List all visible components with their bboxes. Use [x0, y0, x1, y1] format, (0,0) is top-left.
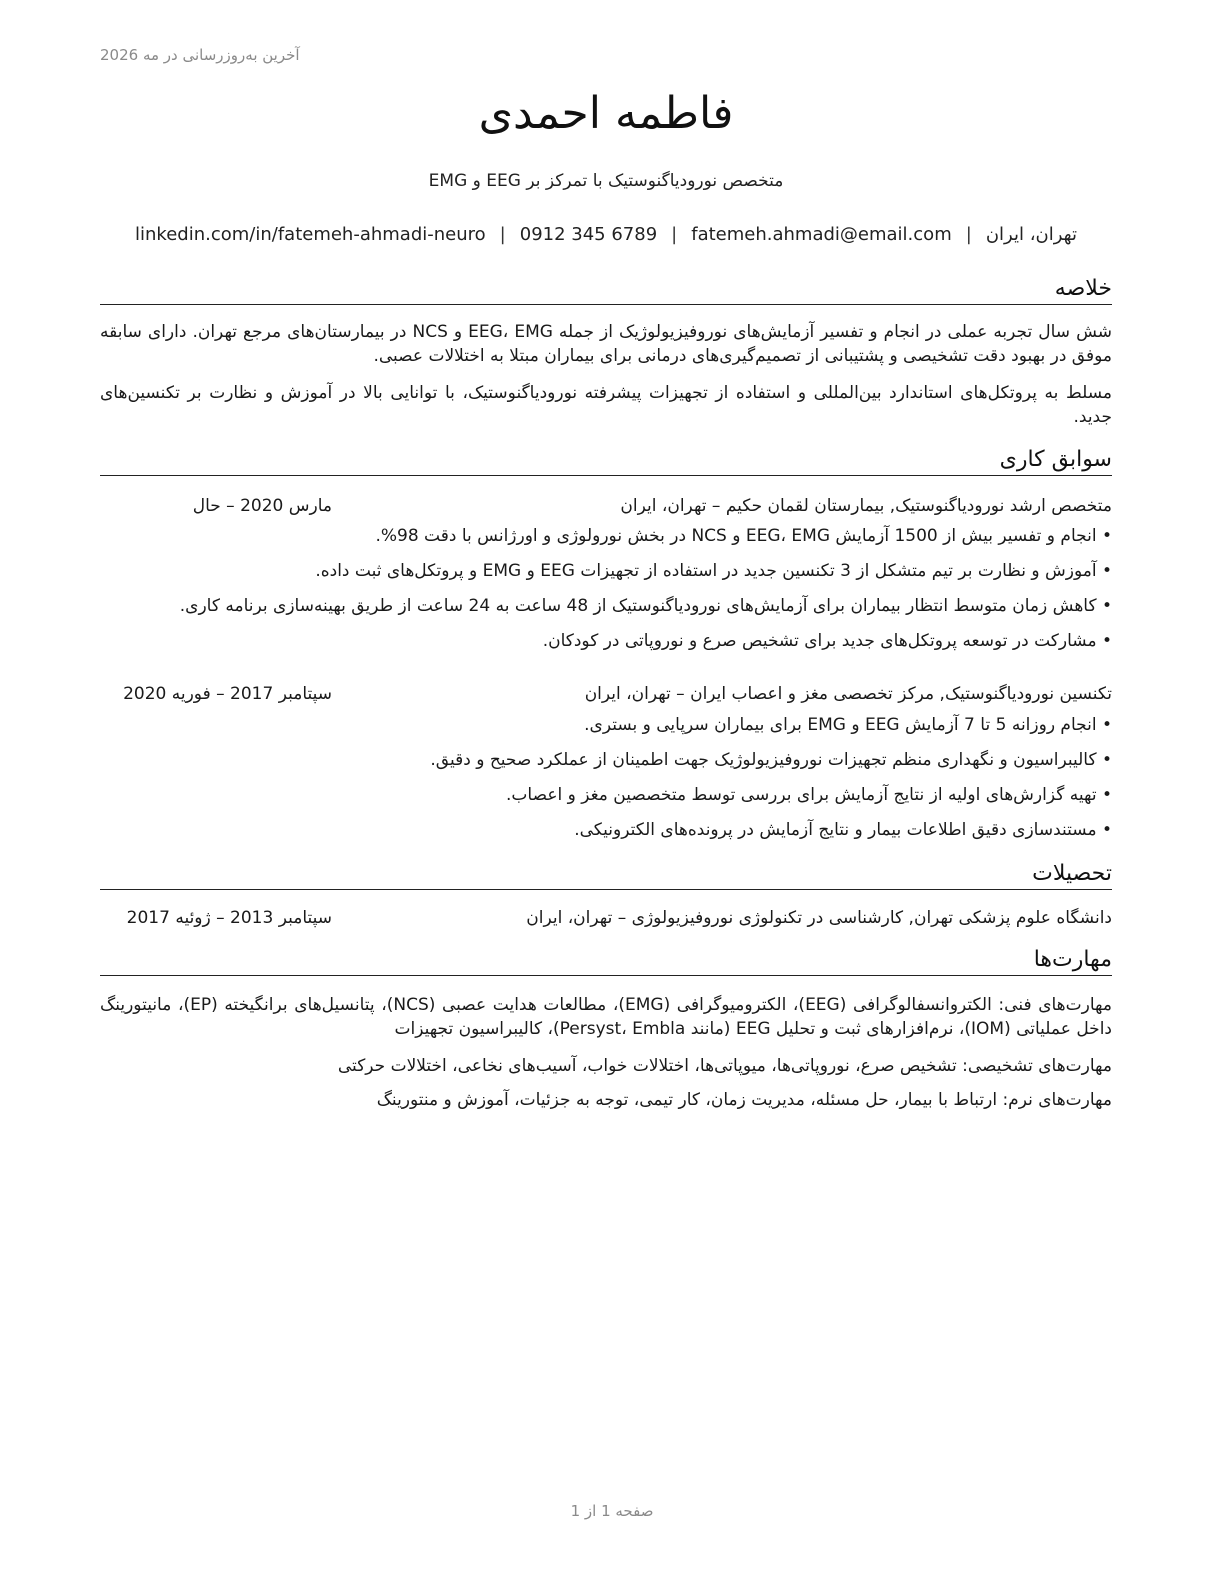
job-role: تکنسین نورودیاگنوستیک, مرکز تخصصی مغز و اعصاب ایران – تهران، ایران — [584, 684, 1112, 704]
job-bullet: • کاهش زمان متوسط انتظار بیماران برای آزمایش‌های نورودیاگنوستیک از 48 ساعت به 24 ساعت از طریق بهینه‌سازی برنامه کاری. — [100, 594, 1112, 629]
contact-separator: | — [499, 224, 506, 245]
contact-location: تهران، ایران — [985, 224, 1077, 245]
job-dates: مارس 2020 – حال — [192, 496, 332, 516]
education-entry — [100, 906, 1112, 930]
skills-technical: مهارت‌های فنی: الکتروانسفالوگرافی (EEG)، الکترومیوگرافی (EMG)، مطالعات هدایت عصبی (NCS)، پتانسیل‌های برانگیخته (EP)، مانیتورینگ داخل عملیاتی (IOM)، نرم‌افزارهای ثبت و تحلیل EEG (مانند Persyst، Embla)، کالیبراسیون تجهیزات — [100, 995, 1112, 1039]
job-bullet: • مستندسازی دقیق اطلاعات بیمار و نتایج آزمایش در پرونده‌های الکترونیکی. — [100, 818, 1112, 853]
job-dates: سپتامبر 2017 – فوریه 2020 — [123, 684, 332, 704]
education-title: تحصیلات — [100, 861, 1112, 890]
job-bullet: • تهیه گزارش‌های اولیه از نتایج آزمایش برای بررسی توسط متخصصین مغز و اعصاب. — [100, 783, 1112, 818]
headline: متخصص نورودیاگنوستیک با تمرکز بر EEG و EMG — [428, 171, 784, 191]
contact-phone[interactable]: 0912 345 6789 — [519, 224, 658, 245]
summary-paragraph-2: مسلط به پروتکل‌های استاندارد بین‌المللی و استفاده از تجهیزات پیشرفته نورودیاگنوستیک، با توانایی بالا در آموزش و نظارت بر تکنسین‌های جدید. — [100, 383, 1112, 427]
skills-title: مهارت‌ها — [100, 947, 1112, 976]
skills-diagnostic: مهارت‌های تشخیصی: تشخیص صرع، نوروپاتی‌ها، میوپاتی‌ها، اختلالات خواب، آسیب‌های نخاعی، اختلالات حرکتی — [337, 1056, 1112, 1076]
skills-soft: مهارت‌های نرم: ارتباط با بیمار، حل مسئله، مدیریت زمان، کار تیمی، توجه به جزئیات، آموزش و منتورینگ — [376, 1090, 1112, 1110]
contact-separator: | — [965, 224, 972, 245]
contact-linkedin[interactable]: linkedin.com/in/fatemeh-ahmadi-neuro — [135, 224, 486, 245]
contact-separator: | — [671, 224, 678, 245]
page-number: صفحه 1 از 1 — [570, 1502, 654, 1520]
contact-line — [100, 224, 1112, 245]
job-bullet: • کالیبراسیون و نگهداری منظم تجهیزات نوروفیزیولوژیک جهت اطمینان از عملکرد صحیح و دقیق. — [100, 748, 1112, 783]
job-bullet: • آموزش و نظارت بر تیم متشکل از 3 تکنسین جدید در استفاده از تجهیزات EEG و EMG و پروتکل‌های ثبت داده. — [100, 559, 1112, 594]
job-header — [100, 682, 1112, 706]
resume-page — [100, 0, 1112, 1584]
last-updated: آخرین به‌روزرسانی در مه 2026 — [100, 46, 300, 64]
contact-email[interactable]: fatemeh.ahmadi@email.com — [691, 224, 952, 245]
job-bullet: • انجام و تفسیر بیش از 1500 آزمایش EEG، EMG و NCS در بخش نورولوژی و اورژانس با دقت 98%. — [100, 524, 1112, 559]
education-degree: دانشگاه علوم پزشکی تهران, کارشناسی در تکنولوژی نوروفیزیولوژی – تهران، ایران — [526, 908, 1112, 928]
job-bullet: • انجام روزانه 5 تا 7 آزمایش EEG و EMG برای بیماران سرپایی و بستری. — [100, 713, 1112, 748]
job-bullets — [100, 713, 1112, 853]
job-header — [100, 494, 1112, 518]
education-dates: سپتامبر 2013 – ژوئیه 2017 — [126, 908, 332, 928]
candidate-name: فاطمه احمدی — [478, 88, 734, 139]
job-role: متخصص ارشد نورودیاگنوستیک, بیمارستان لقمان حکیم – تهران، ایران — [620, 496, 1112, 516]
summary-paragraph-1: شش سال تجربه عملی در انجام و تفسیر آزمایش‌های نوروفیزیولوژیک از جمله EEG، EMG و NCS در بیمارستان‌های مرجع تهران. دارای سابقه موفق در بهبود دقت تشخیصی و پشتیبانی از تصمیم‌گیری‌های درمانی برای بیماران مبتلا به اختلالات عصبی. — [100, 322, 1112, 366]
experience-title: سوابق کاری — [100, 447, 1112, 476]
job-bullets — [100, 524, 1112, 664]
summary-title: خلاصه — [100, 276, 1112, 305]
job-bullet: • مشارکت در توسعه پروتکل‌های جدید برای تشخیص صرع و نوروپاتی در کودکان. — [100, 629, 1112, 664]
